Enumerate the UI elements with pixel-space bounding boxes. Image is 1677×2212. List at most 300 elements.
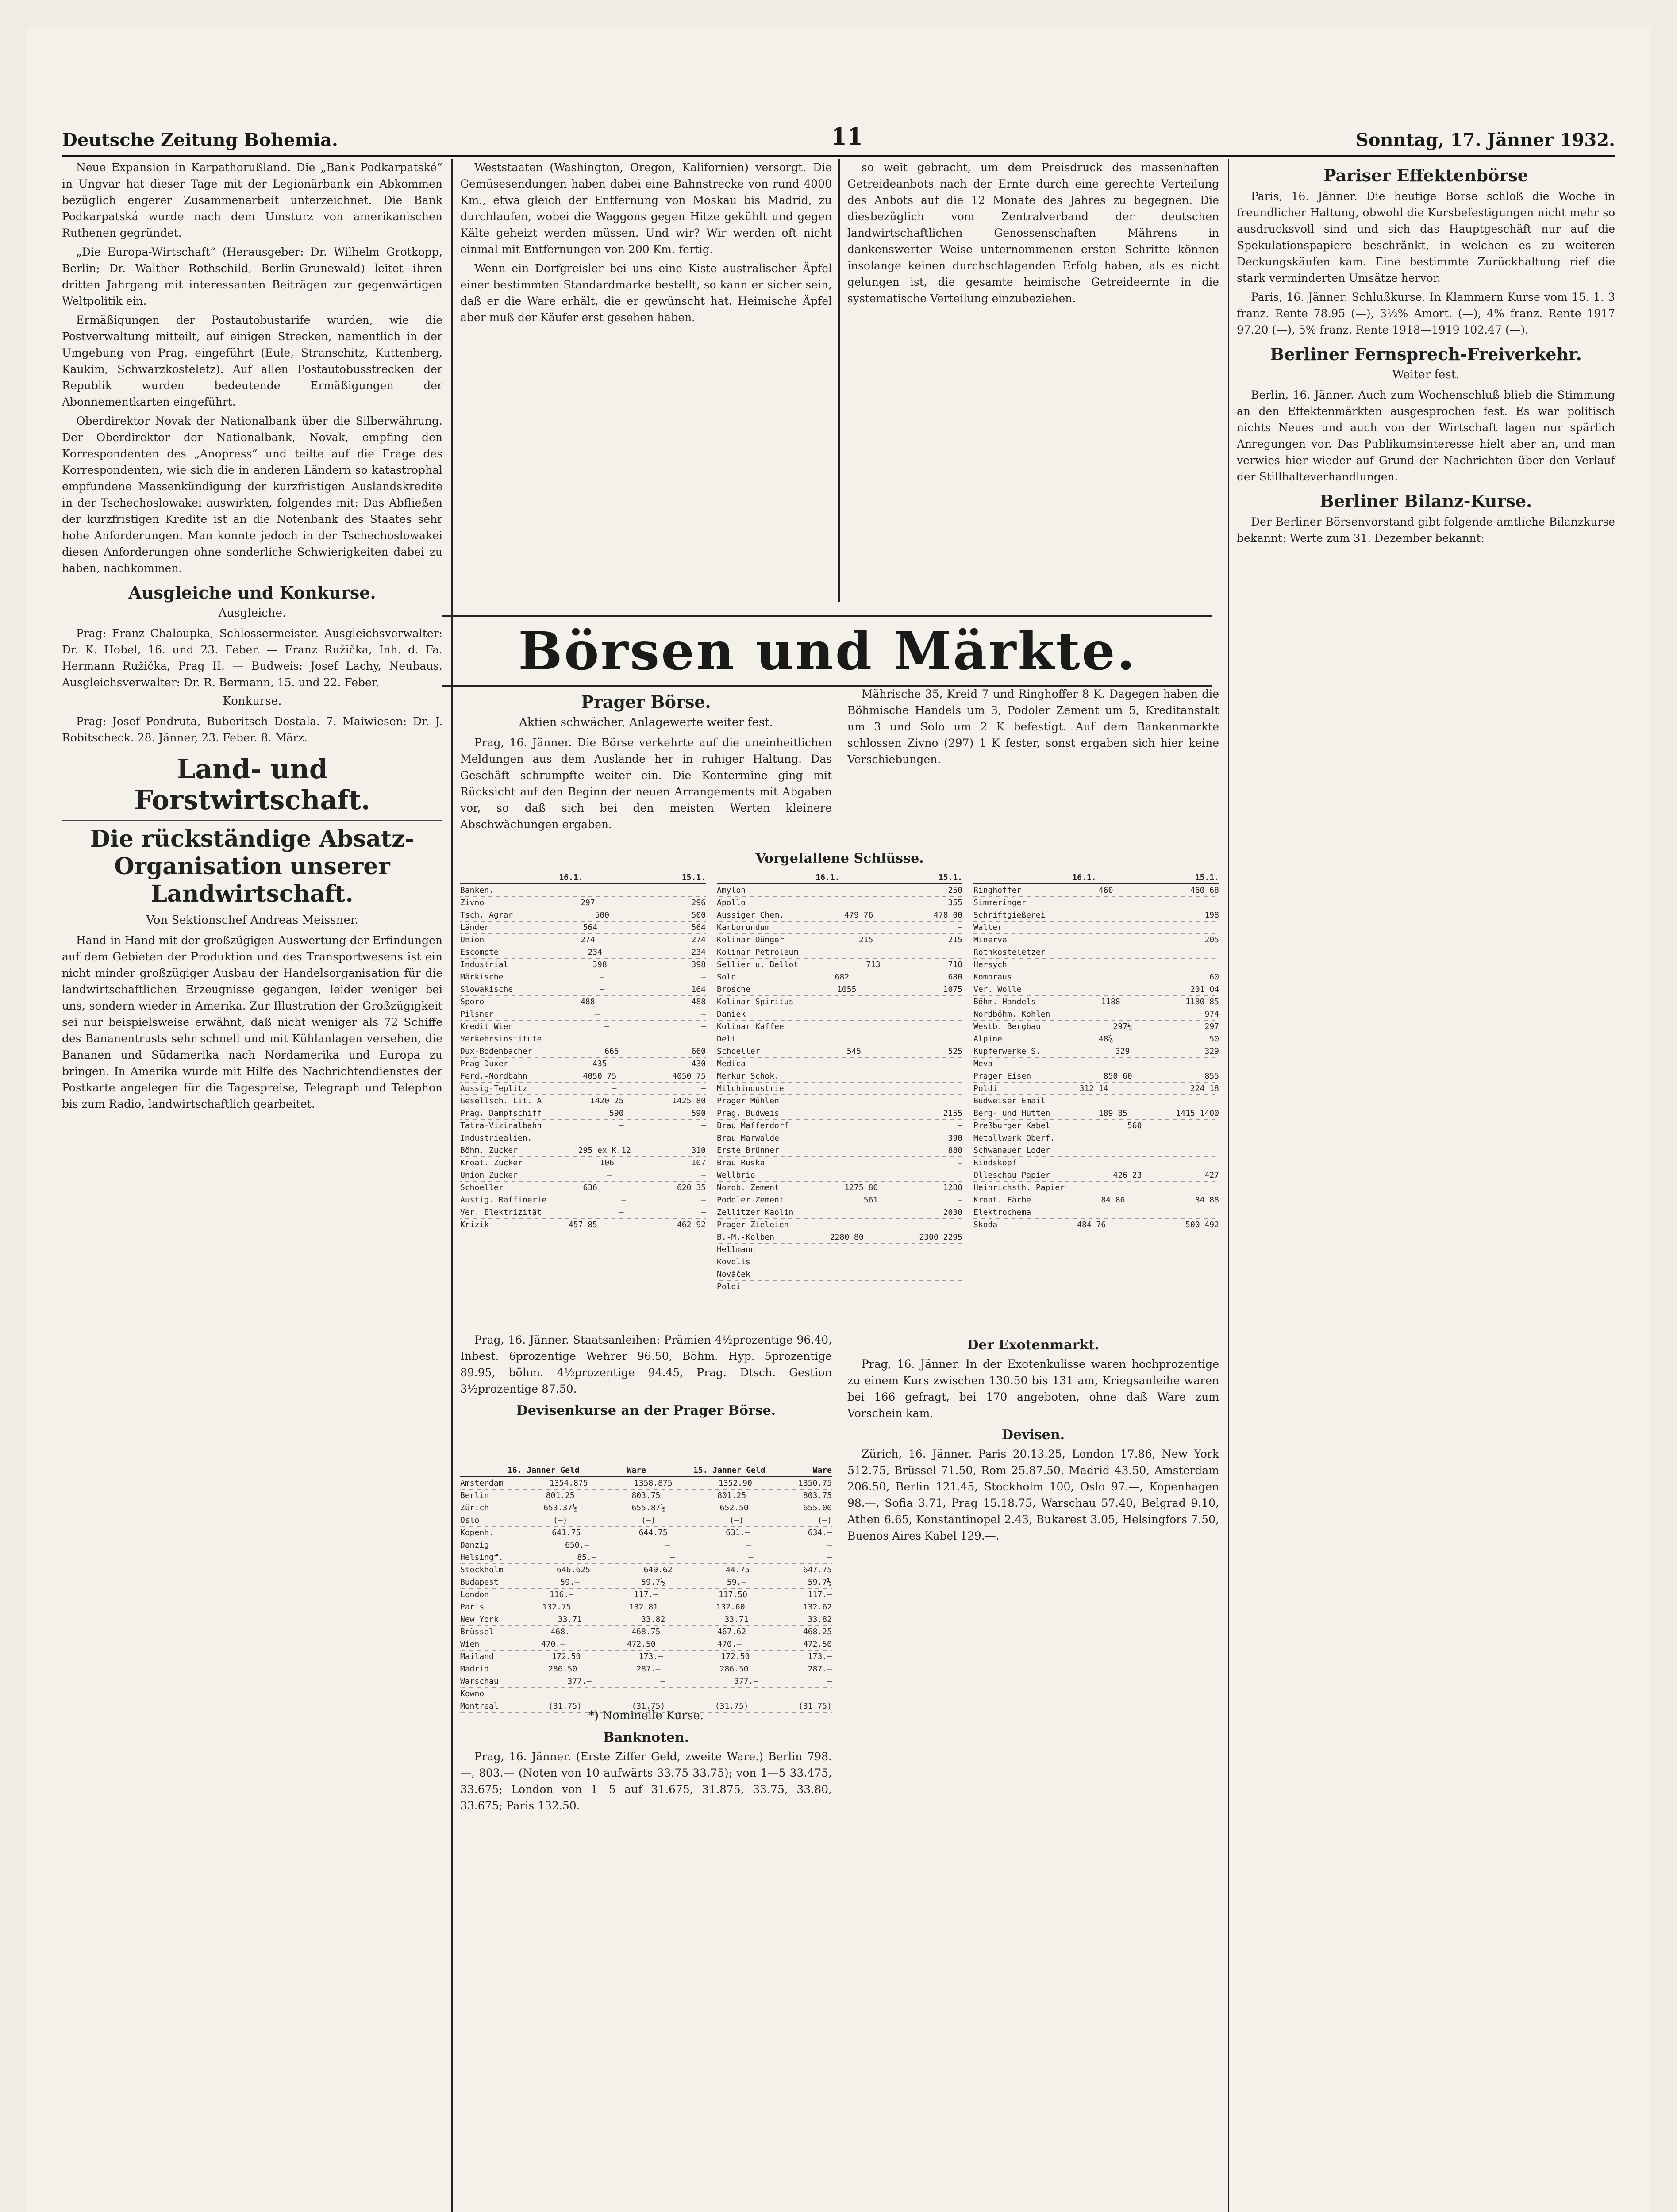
table-cell: 44.75	[726, 1565, 750, 1575]
table-cell: —	[701, 1121, 706, 1130]
table-row	[717, 996, 962, 1008]
table-header-cell: Ware	[627, 1466, 646, 1475]
table-cell: Amsterdam	[460, 1479, 504, 1488]
table-cell: 435	[592, 1059, 607, 1068]
quotes-table-1	[460, 872, 706, 1231]
table-row	[717, 1182, 962, 1194]
table-cell: 234	[691, 948, 706, 957]
table-cell: 390	[948, 1133, 962, 1143]
table-cell: Krizik	[460, 1220, 489, 1229]
table-cell: B.-M.-Kolben	[717, 1233, 775, 1242]
table-cell: 478 00	[933, 910, 962, 920]
table-cell: Berg- und Hütten	[973, 1109, 1050, 1118]
table-cell: (—)	[553, 1516, 568, 1525]
table-cell: Austig. Raffinerie	[460, 1195, 547, 1205]
table-cell: 468.75	[631, 1627, 661, 1636]
exoten-heading: Der Exotenmarkt.	[967, 1337, 1100, 1353]
table-row	[460, 1144, 706, 1157]
table-row	[460, 1182, 706, 1194]
table-header-cell: Ware	[812, 1466, 832, 1475]
table-cell: —	[827, 1677, 832, 1686]
table-cell: 215	[948, 935, 962, 945]
table-cell: (31.75)	[631, 1701, 665, 1711]
table-cell: 713	[866, 960, 881, 969]
table-cell: Wien	[460, 1640, 480, 1649]
table-row	[717, 971, 962, 983]
table-cell: 33.82	[641, 1615, 665, 1624]
table-cell: —	[701, 1195, 706, 1205]
table-cell: (—)	[817, 1516, 832, 1525]
table-row	[460, 1477, 832, 1490]
section-land-forst: Land- und Forstwirtschaft.	[134, 754, 370, 816]
table-row	[717, 1095, 962, 1107]
table-row	[973, 996, 1219, 1008]
table-cell: Westb. Bergbau	[973, 1022, 1041, 1031]
table-row	[717, 1268, 962, 1281]
table-cell: 1280	[943, 1183, 962, 1192]
table-cell: Amylon	[717, 886, 746, 895]
table-header	[460, 1464, 832, 1477]
table-cell: Walter	[973, 923, 1003, 932]
table-cell: 286.50	[719, 1664, 749, 1674]
table-header-cell: 16.1.	[559, 873, 583, 882]
table-cell: 462 92	[677, 1220, 706, 1229]
table-cell: Prag. Dampfschiff	[460, 1109, 542, 1118]
table-cell: 590	[691, 1109, 706, 1118]
table-cell: 205	[1204, 935, 1219, 945]
table-cell: —	[600, 972, 605, 982]
table-cell: Metallwerk Oberf.	[973, 1133, 1055, 1143]
table-row	[717, 1256, 962, 1268]
table-row	[460, 1564, 832, 1576]
table-row	[973, 1045, 1219, 1058]
table-cell: 398	[592, 960, 607, 969]
column-rule	[1228, 159, 1229, 2212]
table-row	[973, 934, 1219, 946]
table-cell: Karborundum	[717, 923, 770, 932]
table-cell: 1358.875	[634, 1479, 673, 1488]
table-cell: 234	[588, 948, 602, 957]
table-cell: Märkische	[460, 972, 504, 982]
table-cell: 1354.875	[549, 1479, 588, 1488]
table-row	[460, 1539, 832, 1551]
table-header	[717, 872, 962, 884]
table-cell: Rothkosteletzer	[973, 948, 1046, 957]
table-row	[717, 934, 962, 946]
ausgleiche-text: Prag: Franz Chaloupka, Schlossermeister. Ausgleichsverwalter: Dr. K. Hobel, 16. und 23. Feber. — Franz Ružička, Inh. d. Fa. Hermann Ružička, Prag II. — Budweis: Josef Lachy, Neubaus. Ausgleichsverwalter: Dr. R. Bermann, 15. und 22. Feber.	[62, 627, 442, 689]
table-cell: 631.—	[726, 1528, 750, 1537]
table-row	[460, 1601, 832, 1613]
table-cell: Milchindustrie	[717, 1084, 784, 1093]
table-cell: 1055	[837, 985, 857, 994]
table-cell: Länder	[460, 923, 489, 932]
table-row	[460, 1194, 706, 1206]
table-row	[460, 1502, 832, 1514]
table-cell: 2280 80	[830, 1233, 864, 1242]
table-header	[460, 872, 706, 884]
table-cell: Kolinar Dünger	[717, 935, 784, 945]
fernsprech-sub: Weiter fest.	[1392, 368, 1460, 381]
table-cell: 132.81	[629, 1602, 658, 1612]
table-cell: Aussig-Teplitz	[460, 1084, 527, 1093]
table-header-cell: 15. Jänner Geld	[693, 1466, 765, 1475]
table-cell: Kroat. Zucker	[460, 1158, 523, 1167]
table-cell: 634.—	[808, 1528, 832, 1537]
table-cell: Preßburger Kabel	[973, 1121, 1050, 1130]
table-cell: —	[621, 1195, 627, 1205]
konkurse-sub: Konkurse.	[223, 695, 282, 708]
table-cell: 655.00	[803, 1503, 832, 1513]
table-row	[460, 909, 706, 922]
prager-boerse-sub: Aktien schwächer, Anlagewerte weiter fest.	[519, 716, 773, 729]
table-cell: Kupferwerke S.	[973, 1047, 1041, 1056]
table-cell: Mailand	[460, 1652, 494, 1661]
table-cell: Skoda	[973, 1220, 998, 1229]
table-cell: —	[958, 1121, 962, 1130]
table-cell: 59.7½	[808, 1578, 832, 1587]
table-cell: 426 23	[1113, 1171, 1142, 1180]
banknoten-text: Prag, 16. Jänner. (Erste Ziffer Geld, zweite Ware.) Berlin 798.—, 803.— (Noten von 10 aufwärts 33.75 33.75); von 1—5 33.475, 33.675; London von 1—5 auf 31.675, 31.875, 33.75, 33.80, 33.675; Paris 132.50.	[460, 1750, 832, 1812]
table-cell: 545	[846, 1047, 862, 1056]
table-cell: 310	[691, 1146, 706, 1155]
table-row	[460, 1008, 706, 1021]
banknoten	[460, 1708, 832, 1816]
table-cell: Industrial	[460, 960, 508, 969]
table-row	[973, 983, 1219, 996]
table-cell: 2030	[943, 1208, 962, 1217]
table-cell: Apollo	[717, 898, 746, 907]
table-row	[717, 1231, 962, 1244]
table-cell: Pilsner	[460, 1010, 494, 1019]
table-cell: (31.75)	[798, 1701, 832, 1711]
table-cell: —	[701, 972, 706, 982]
table-cell: 286.50	[548, 1664, 577, 1674]
table-cell: Meva	[973, 1059, 993, 1068]
table-cell: Budweiser Email	[973, 1096, 1046, 1106]
table-cell: 4050 75	[672, 1071, 706, 1081]
table-row	[973, 1033, 1219, 1045]
table-cell: 84 86	[1101, 1195, 1125, 1205]
table-cell: —	[827, 1540, 832, 1550]
table-cell: 4050 75	[583, 1071, 617, 1081]
table-row	[973, 1008, 1219, 1021]
schluesse-block	[460, 845, 1219, 869]
table-row	[717, 1144, 962, 1157]
table-cell: —	[619, 1208, 624, 1217]
table-row	[460, 1107, 706, 1120]
devisen-heading: Devisen.	[1001, 1427, 1065, 1443]
table-row	[717, 1033, 962, 1045]
table-cell: 590	[609, 1109, 624, 1118]
table-cell: Podoler Zement	[717, 1195, 784, 1205]
table-cell: 85.—	[577, 1553, 596, 1562]
table-cell: 189 85	[1098, 1109, 1127, 1118]
table-cell: 650.—	[565, 1540, 589, 1550]
table-cell: 50	[1209, 1034, 1219, 1044]
table-cell: —	[740, 1689, 745, 1698]
table-row	[460, 1551, 832, 1564]
table-cell: 500	[595, 910, 610, 920]
table-cell: 427	[1204, 1171, 1219, 1180]
table-cell: 173.—	[638, 1652, 663, 1661]
table-row	[717, 897, 962, 909]
table-cell: 297	[581, 898, 595, 907]
table-cell: Zellitzer Kaolin	[717, 1208, 794, 1217]
table-cell: 561	[863, 1195, 878, 1205]
table-cell: 1188	[1101, 997, 1120, 1006]
byline: Von Sektionschef Andreas Meissner.	[146, 914, 358, 927]
table-cell: 647.75	[803, 1565, 832, 1575]
article-headline: Die rückständige Absatz-Organisation unserer Landwirtschaft.	[90, 826, 415, 907]
table-row	[973, 1120, 1219, 1132]
table-cell: 525	[948, 1047, 962, 1056]
table-row	[460, 1169, 706, 1182]
table-row	[717, 1132, 962, 1144]
table-row	[460, 1490, 832, 1502]
table-cell: 470.—	[717, 1640, 742, 1649]
table-cell: 117.50	[718, 1590, 747, 1599]
table-cell: 850 60	[1103, 1071, 1132, 1081]
table-cell: —	[958, 1158, 962, 1167]
table-cell: 649.62	[643, 1565, 673, 1575]
table-cell: 803.75	[803, 1491, 832, 1500]
table-row	[717, 1194, 962, 1206]
table-cell: —	[665, 1540, 670, 1550]
table-cell: 467.62	[717, 1627, 746, 1636]
table-cell: Kolinar Kaffee	[717, 1022, 784, 1031]
table-cell: —	[958, 923, 962, 932]
table-cell: 198	[1204, 910, 1219, 920]
table-cell: —	[566, 1689, 571, 1698]
table-row	[460, 1638, 832, 1651]
boersen-title: Börsen und Märkte.	[442, 615, 1212, 687]
table-header-cell: 16.1.	[1072, 873, 1096, 882]
table-cell: 665	[604, 1047, 619, 1056]
table-row	[460, 922, 706, 934]
table-cell: 172.50	[552, 1652, 581, 1661]
table-row	[973, 897, 1219, 909]
table-cell: 484 76	[1077, 1220, 1106, 1229]
table-row	[460, 1095, 706, 1107]
article-europa-wirtschaft: „Die Europa-Wirtschaft“ (Herausgeber: Dr. Wilhelm Grotkopp, Berlin; Dr. Walther Rothschild, Berlin-Grunewald) leitet ihren dritten Jahrgang mit interessanten Beiträgen zur gegenwärtigen Weltpolitik ein.	[62, 246, 442, 307]
table-row	[460, 1021, 706, 1033]
table-cell: 287.—	[808, 1664, 832, 1674]
table-cell: Sporo	[460, 997, 485, 1006]
table-cell: 329	[1115, 1047, 1130, 1056]
table-cell: 60	[1209, 972, 1219, 982]
table-cell: —	[619, 1121, 624, 1130]
table-cell: Nováček	[717, 1270, 750, 1279]
table-cell: 355	[948, 898, 962, 907]
table-row	[460, 1589, 832, 1601]
table-header-cell: 15.1.	[938, 873, 962, 882]
table-cell: 680	[948, 972, 962, 982]
table-cell: Heinrichsth. Papier	[973, 1183, 1065, 1192]
table-cell: 59.7½	[641, 1578, 665, 1587]
table-row	[460, 1527, 832, 1539]
table-cell: 2300 2295	[919, 1233, 962, 1242]
table-cell: Kowno	[460, 1689, 485, 1698]
table-cell: 1350.75	[798, 1479, 832, 1488]
table-cell: Nordböhm. Kohlen	[973, 1010, 1050, 1019]
table-row	[717, 959, 962, 971]
pariser-text: Paris, 16. Jänner. Die heutige Börse schloß die Woche in freundlicher Haltung, obwohl die Kursbefestigungen nicht mehr so ausdrucksvoll sind und sich das Hauptgeschäft nur auf die Spekulationspapiere beschränkt, in welchen es zu weiteren Deckungskäufen kam. Eine bestimmte Zurückhaltung rief die stark verminderten Umsätze hervor.	[1237, 190, 1615, 284]
table-cell: Budapest	[460, 1578, 499, 1587]
table-row	[973, 1182, 1219, 1194]
banknoten-heading: Banknoten.	[603, 1730, 689, 1745]
table-cell: 460 68	[1190, 886, 1219, 895]
table-cell: 33.71	[724, 1615, 749, 1624]
column-2-top	[460, 159, 832, 602]
table-row	[973, 909, 1219, 922]
table-row	[973, 1095, 1219, 1107]
table-row	[460, 1626, 832, 1638]
article-text: so weit gebracht, um dem Preisdruck des massenhaften Getreideanbots nach der Ernte durch eine gerechte Verteilung des Anbots auf die 12 Monate des Jahres zu begegnen. Die diesbezüglich vom Zentralverband der deutschen landwirtschaftlichen Genossenschaften Mährens in dankenswerter Weise unternommenen ersten Schritte können insolange keinen durchschlagenden Erfolg haben, als es nicht gelungen ist, die gesamte heimische Getreideernte in die systematische Verteilung einzubeziehen.	[847, 161, 1219, 305]
table-cell: 801.25	[717, 1491, 746, 1500]
table-cell: Daniek	[717, 1010, 746, 1019]
exoten-text: Prag, 16. Jänner. In der Exotenkulisse waren hochprozentige zu einem Kurs zwischen 130.50 bis 131 am, Kriegsanleihe waren bei 166 gefragt, bei 170 angeboten, ohne daß Ware zum Vorschein kam.	[847, 1358, 1219, 1420]
article-text: Weststaaten (Washington, Oregon, Kalifornien) versorgt. Die Gemüsesendungen haben dabei eine Bahnstrecke von rund 4000 Km., etwa gleich der Entfernung von Moskau bis Madrid, zu durchlaufen, wobei die Waggons gegen Hitze gekühlt und gegen Kälte geheizt werden müssen. Und wir? Wir werden oft nicht einmal mit Entfernungen von 200 Km. fertig.	[460, 161, 832, 256]
table-cell: Industriealien.	[460, 1133, 532, 1143]
table-row	[717, 1281, 962, 1293]
table-cell: Banken.	[460, 886, 494, 895]
table-header	[973, 872, 1219, 884]
table-cell: Wellbrio	[717, 1171, 755, 1180]
table-row	[973, 1157, 1219, 1169]
table-row	[460, 1058, 706, 1070]
table-cell: 457 85	[568, 1220, 598, 1229]
table-cell: —	[701, 1208, 706, 1217]
table-cell: 1180 85	[1185, 997, 1219, 1006]
table-cell: —	[827, 1689, 832, 1698]
table-cell: 488	[581, 997, 595, 1006]
table-header-cell: 16.1.	[815, 873, 840, 882]
table-cell: Zivno	[460, 898, 485, 907]
table-row	[973, 884, 1219, 897]
quotes-table-3	[973, 872, 1219, 1231]
table-cell: Kroat. Färbe	[973, 1195, 1031, 1205]
issue-date: Sonntag, 17. Jänner 1932.	[1355, 130, 1615, 150]
table-cell: 250	[948, 886, 962, 895]
prager-boerse	[460, 686, 832, 835]
table-cell: Zürich	[460, 1503, 489, 1513]
table-cell: 132.75	[542, 1602, 571, 1612]
table-cell: Brau Ruska	[717, 1158, 765, 1167]
table-row	[460, 996, 706, 1008]
table-cell: 297	[1204, 1022, 1219, 1031]
table-row	[973, 922, 1219, 934]
table-cell: 107	[691, 1158, 706, 1167]
devisenkurse-heading: Devisenkurse an der Prager Börse.	[516, 1403, 776, 1418]
divider	[62, 820, 442, 821]
devisen-table	[460, 1464, 832, 1713]
table-cell: Solo	[717, 972, 736, 982]
table-cell: 500	[691, 910, 706, 920]
table-cell: Alpine	[973, 1034, 1003, 1044]
table-cell: 468.25	[803, 1627, 832, 1636]
table-cell: 620 35	[677, 1183, 706, 1192]
table-cell: Brosche	[717, 985, 750, 994]
page-header	[62, 119, 1615, 157]
table-row	[460, 983, 706, 996]
table-row	[717, 946, 962, 959]
bilanz-heading: Berliner Bilanz-Kurse.	[1319, 491, 1532, 511]
article-postautobus: Ermäßigungen der Postautobustarife wurden, wie die Postverwaltung mitteilt, auf einigen Strecken, namentlich in der Umgebung von Prag, eingeführt (Eule, Stranschitz, Kuttenberg, Kaukim, Schwarzkosteletz). Auf allen Postautobusstrecken der Republik wurden bedeutende Ermäßigungen der Abonnementkarten eingeführt.	[62, 314, 442, 408]
table-cell: 33.71	[558, 1615, 582, 1624]
table-cell: Dux-Bodenbacher	[460, 1047, 532, 1056]
table-cell: Komoraus	[973, 972, 1012, 982]
table-cell: 1075	[943, 985, 962, 994]
table-row	[717, 1008, 962, 1021]
page-number: 11	[831, 123, 863, 150]
quotes-table-2	[717, 872, 962, 1293]
table-row	[717, 983, 962, 996]
table-cell: Schoeller	[717, 1047, 760, 1056]
table-cell: Poldi	[973, 1084, 998, 1093]
table-cell: 398	[691, 960, 706, 969]
table-row	[460, 1157, 706, 1169]
table-row	[973, 971, 1219, 983]
table-cell: 215	[858, 935, 873, 945]
table-row	[460, 1651, 832, 1663]
table-cell: New York	[460, 1615, 499, 1624]
table-cell: Kovolis	[717, 1257, 750, 1267]
table-row	[717, 1219, 962, 1231]
table-cell: 295 ex K.12	[578, 1146, 631, 1155]
table-cell: Tatra-Vizinalbahn	[460, 1121, 542, 1130]
fernsprech-text: Berlin, 16. Jänner. Auch zum Wochenschluß blieb die Stimmung an den Effektenmärkten ausgesprochen fest. Es war politisch nichts Neues und auch von der Wirtschaft lagen nur spärlich Anregungen vor. Das Publikumsinteresse hielt aber an, und man verwies hier wieder auf Grund der Nachrichten über den Verlauf der Stillhalteverhandlungen.	[1237, 388, 1615, 483]
table-row	[973, 1107, 1219, 1120]
table-cell: 59.—	[560, 1578, 580, 1587]
table-cell: 1415 1400	[1176, 1109, 1219, 1118]
table-cell: —	[660, 1677, 665, 1686]
table-row	[973, 1194, 1219, 1206]
table-cell: Madrid	[460, 1664, 489, 1674]
table-cell: Gesellsch. Lit. A	[460, 1096, 542, 1106]
table-cell: Hellmann	[717, 1245, 755, 1254]
table-cell: Olleschau Papier	[973, 1171, 1050, 1180]
table-cell: 468.—	[550, 1627, 575, 1636]
table-cell: 974	[1204, 1010, 1219, 1019]
table-row	[717, 1083, 962, 1095]
article-karpathorussland: Neue Expansion in Karpathorußland. Die „Bank Podkarpatské“ in Ungvar hat dieser Tage mit der Legionärbank ein Abkommen bezüglich engerer Zusammenarbeit unterzeichnet. Die Bank Podkarpatská wurde nach dem Umsturz von amerikanischen Ruthenen gegründet.	[62, 161, 442, 239]
table-cell: Brau Mafferdorf	[717, 1121, 789, 1130]
table-cell: —	[600, 985, 605, 994]
article-silberwaehrung: Oberdirektor Novak der Nationalbank über die Silberwährung. Der Oberdirektor der Nationalbank, Novak, empfing den Korrespondenten des „Anopress“ und teilte auf die Frage des Korrespondenten, wie sich die in anderen Ländern so katastrophal empfundene Massenkündigung der kurzfristigen Auslandskredite in der Tschechoslowakei auswirkten, folgendes mit: Das Abfließen der kurzfristigen Kredite ist an die Notenbank des Staates sehr hohe Anforderungen. Man konnte jedoch in der Tschechoslowakei diesen Anforderungen ohne sonderliche Schwierigkeiten dabei zu haben, nachkommen.	[62, 415, 442, 575]
table-row	[717, 1045, 962, 1058]
pariser-heading: Pariser Effektenbörse	[1323, 165, 1528, 185]
table-cell: Tsch. Agrar	[460, 910, 513, 920]
table-cell: Kolinar Petroleum	[717, 948, 799, 957]
staatsanleihen-text: Prag, 16. Jänner. Staatsanleihen: Prämien 4½prozentige 96.40, Inbest. 6prozentige Wehrer 96.50, Böhm. Hyp. 5prozentige 89.95, böhm. 4½prozentige 94.45, Prag. Dtsch. Gestion 3½prozentige 87.50.	[460, 1333, 832, 1395]
table-cell: —	[595, 1010, 600, 1019]
table-cell: 296	[691, 898, 706, 907]
table-cell: 117.—	[808, 1590, 832, 1599]
table-cell: Union Zucker	[460, 1171, 518, 1180]
table-row	[973, 1070, 1219, 1083]
table-cell: 274	[581, 935, 595, 945]
table-cell: 564	[583, 923, 598, 932]
table-row	[973, 1132, 1219, 1144]
table-cell: Aussiger Chem.	[717, 910, 784, 920]
table-cell: Brüssel	[460, 1627, 494, 1636]
table-row	[717, 1107, 962, 1120]
table-cell: 472.50	[803, 1640, 832, 1649]
table-row	[460, 884, 706, 897]
table-cell: 106	[600, 1158, 614, 1167]
table-cell: Erste Brünner	[717, 1146, 779, 1155]
table-cell: 855	[1204, 1071, 1219, 1081]
